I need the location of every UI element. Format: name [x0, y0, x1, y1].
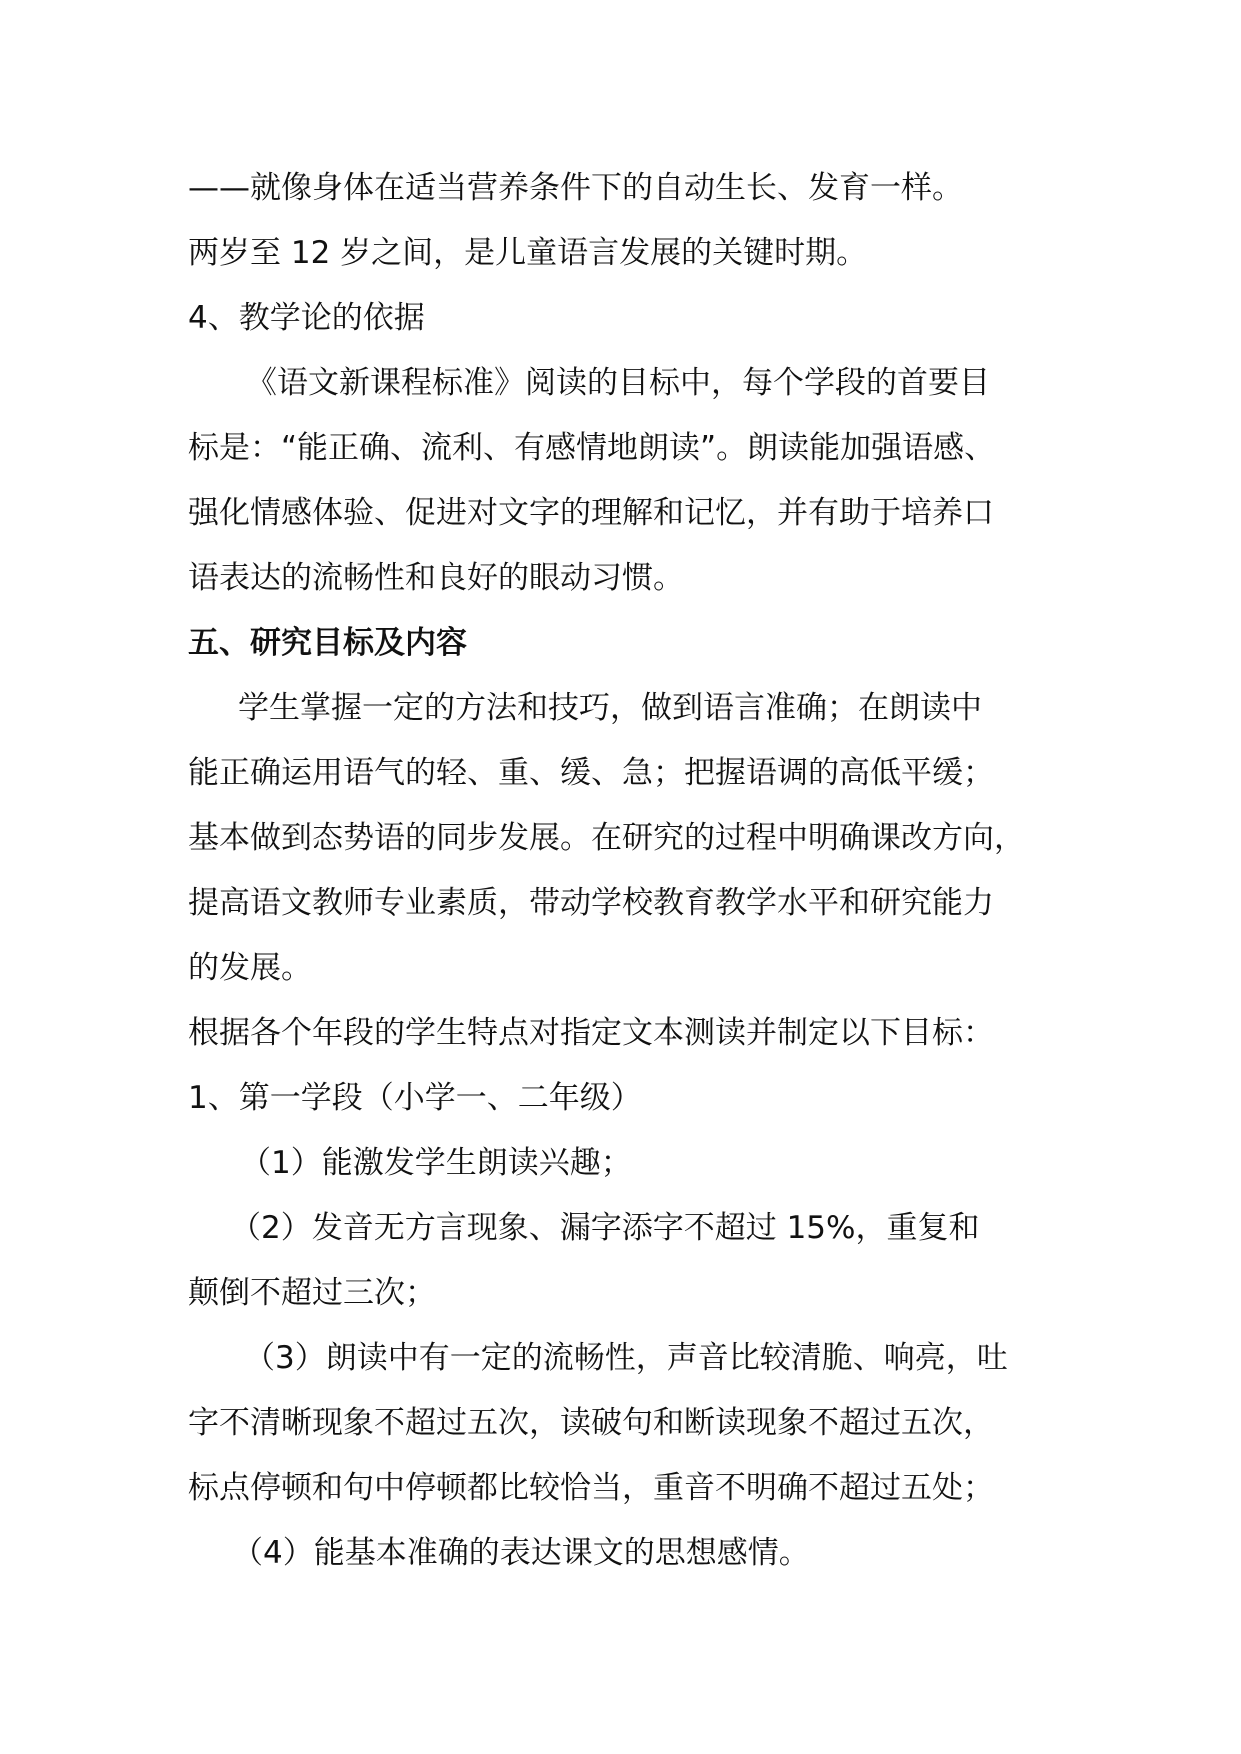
paragraph-line: 颠倒不超过三次； [188, 1275, 436, 1311]
paragraph-line: 《语文新课程标准》阅读的目标中，每个学段的首要目 [246, 365, 990, 401]
document-page [188, 156, 1088, 1586]
paragraph-line: 的发展。 [188, 950, 312, 986]
paragraph-line: 能正确运用语气的轻、重、缓、急；把握语调的高低平缓； [188, 755, 994, 791]
subheading-teaching-theory: 4、教学论的依据 [188, 300, 425, 336]
paragraph-line: 基本做到态势语的同步发展。在研究的过程中明确课改方向， [188, 820, 1025, 856]
paragraph-line: ——就像身体在适当营养条件下的自动生长、发育一样。 [188, 170, 963, 206]
paragraph-line: 标是：“能正确、流利、有感情地朗读”。朗读能加强语感、 [188, 430, 996, 466]
subheading-first-stage: 1、第一学段（小学一、二年级） [188, 1080, 642, 1116]
paragraph-line: 字不清晰现象不超过五次，读破句和断读现象不超过五次， [188, 1405, 994, 1441]
paragraph-line: 根据各个年段的学生特点对指定文本测读并制定以下目标： [188, 1015, 994, 1051]
section-heading: 五、研究目标及内容 [188, 625, 467, 661]
paragraph-line: 提高语文教师专业素质，带动学校教育教学水平和研究能力 [188, 885, 994, 921]
paragraph-line: 语表达的流畅性和良好的眼动习惯。 [188, 560, 684, 596]
list-item: （1）能激发学生朗读兴趣； [240, 1145, 632, 1181]
list-item: （4）能基本准确的表达课文的思想感情。 [232, 1535, 810, 1571]
paragraph-line: 标点停顿和句中停顿都比较恰当，重音不明确不超过五处； [188, 1470, 994, 1506]
paragraph-line: 学生掌握一定的方法和技巧，做到语言准确；在朗读中 [238, 690, 982, 726]
list-item: （2）发音无方言现象、漏字添字不超过 15%，重复和 [230, 1210, 980, 1246]
paragraph-line: 强化情感体验、促进对文字的理解和记忆，并有助于培养口 [188, 495, 994, 531]
list-item: （3）朗读中有一定的流畅性，声音比较清脆、响亮，吐 [244, 1340, 1008, 1376]
paragraph-line: 两岁至 12 岁之间，是儿童语言发展的关键时期。 [188, 235, 868, 271]
